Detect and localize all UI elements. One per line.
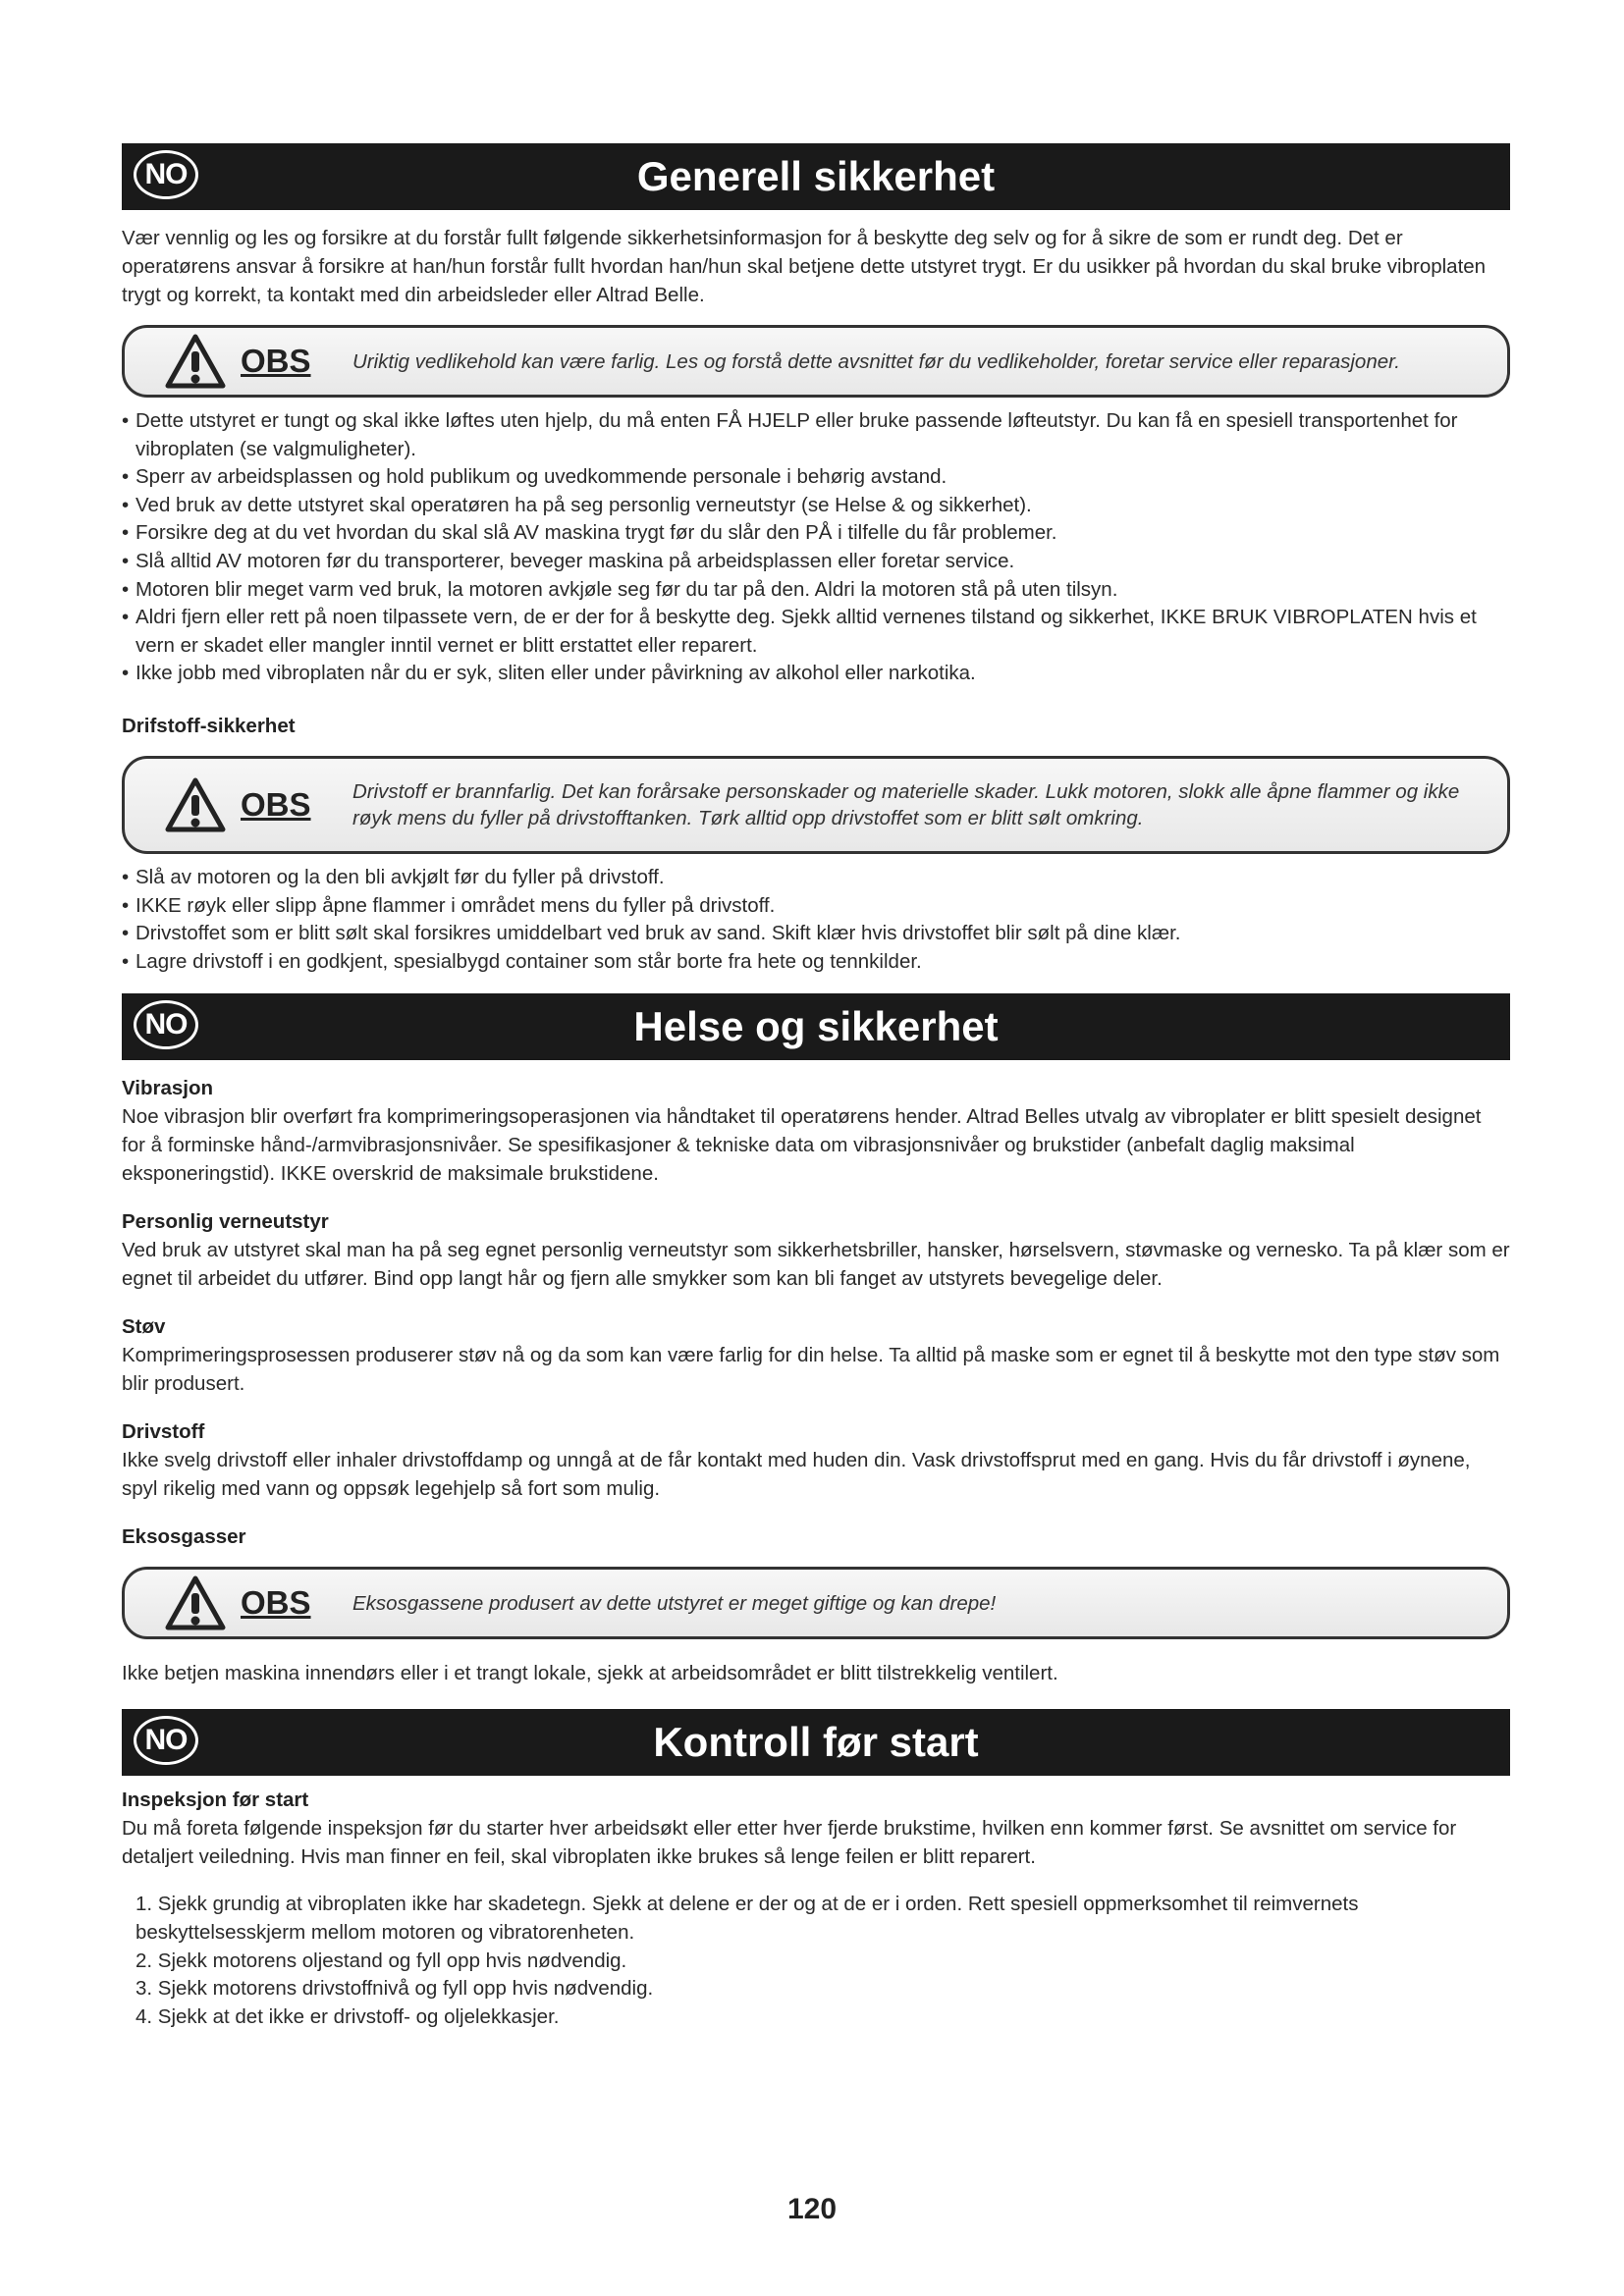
vibration-text: Noe vibrasjon blir overført fra komprimeringsoperasjonen via håndtaket til operatørens hender. Altrad Belles utvalg av vibroplater er blitt spesielt designet for å forminske hånd-/armvibrasjonsnivåer. Se spesifikasjoner & tekniske data om vibrasjonsnivåer og brukstider (anbefalt daglig maksimal eksponeringstid). IKKE overskrid de maksimale brukstidene. [122, 1105, 1482, 1186]
exhaust-heading: Eksosgasser [122, 1525, 246, 1549]
list-item: • Ved bruk av dette utstyret skal operatøren ha på seg personlig verneutstyr (se Helse & og sikkerhet). [122, 492, 1510, 520]
obs-text: Eksosgassene produsert av dette utstyret er meget giftige og kan drepe! [352, 1591, 997, 1615]
obs-label: OBS [241, 785, 311, 823]
inspection-steps [122, 1891, 1510, 2031]
section-title: Kontroll før start [653, 1719, 979, 1766]
obs-warning-box [122, 325, 1510, 398]
page-number: 120 [786, 2193, 838, 2225]
list-item: • Drivstoffet som er blitt sølt skal forsikres umiddelbart ved bruk av sand. Skift klær hvis drivstoffet blir sølt på dine klær. [122, 920, 1510, 948]
fuel-bullet-list [122, 864, 1510, 976]
exhaust-text: Ikke betjen maskina innendørs eller i et trangt lokale, sjekk at arbeidsområdet er blitt tilstrekkelig ventilert. [122, 1662, 1058, 1685]
warning-triangle-icon [164, 1575, 227, 1631]
list-item: • Sperr av arbeidsplassen og hold publikum og uvedkommende personale i behørig avstand. [122, 463, 1510, 492]
ppe-heading: Personlig verneutstyr [122, 1210, 329, 1234]
section-title: Generell sikkerhet [636, 153, 996, 199]
ppe-text: Ved bruk av utstyret skal man ha på seg egnet personlig verneutstyr som sikkerhetsbriller, hansker, hørselsvern, støvmaske og vernesko. Ta på klær som er egnet til arbeidet du utfører. Bind opp langt hår og fjern alle smykker som kan bli fanget av utstyrets bevegelige deler. [122, 1239, 1510, 1291]
section-banner-check [122, 1709, 1510, 1776]
general-intro: Vær vennlig og les og forsikre at du forstår fullt følgende sikkerhetsinformasjon for å beskytte deg selv og for å sikre de som er rundt deg. Det er operatørens ansvar å forsikre at han/hun forstår fullt hvordan han/hun skal betjene dette utstyret trygt. Er du usikker på hvordan du skal bruke vibroplaten trygt og korrekt, ta kontakt med din arbeidsleder eller Altrad Belle. [122, 227, 1487, 306]
obs-text: Drivstoff er brannfarlig. Det kan forårsake personskader og materielle skader. Lukk motoren, slokk alle åpne flammer og ikke røyk mens du fyller på drivstofftanken. Tørk alltid opp drivstoffet som er blitt sølt omkring. [352, 779, 1460, 829]
list-item: • Lagre drivstoff i en godkjent, spesialbygd container som står borte fra hete og tennkilder. [122, 948, 1510, 977]
list-item: 3. Sjekk motorens drivstoffnivå og fyll opp hvis nødvendig. [135, 1977, 654, 2001]
list-item: 1. Sjekk grundig at vibroplaten ikke har skadetegn. Sjekk at delene er der og at de er i orden. Rett spesiell oppmerksomhet til reimvernets beskyttelsesskjerm mellom motoren og vibratorenheten. [135, 1893, 1359, 1944]
general-bullet-list [122, 407, 1510, 688]
list-item: • Slå av motoren og la den bli avkjølt før du fyller på drivstoff. [122, 864, 1510, 892]
fuel-heading: Drivstoff [122, 1420, 205, 1444]
list-item: • Dette utstyret er tungt og skal ikke løftes uten hjelp, du må enten FÅ HJELP eller bruke passende løfteutstyr. Du kan få en spesiell transportenhet for vibroplaten (se valgmuligheter). [122, 407, 1510, 463]
manual-page [122, 143, 1510, 2031]
warning-triangle-icon [164, 333, 227, 390]
obs-text: Uriktig vedlikehold kan være farlig. Les og forstå dette avsnittet før du vedlikeholder, foretar service eller reparasjoner. [352, 349, 1400, 373]
obs-label: OBS [241, 343, 311, 379]
list-item: • Motoren blir meget varm ved bruk, la motoren avkjøle seg før du tar på den. Aldri la motoren stå på uten tilsyn. [122, 576, 1510, 605]
language-badge: NO [134, 1716, 198, 1765]
list-item: 2. Sjekk motorens oljestand og fyll opp hvis nødvendig. [135, 1949, 627, 1972]
section-banner-health [122, 993, 1510, 1060]
obs-warning-box [122, 1567, 1510, 1639]
warning-triangle-icon [164, 776, 227, 833]
list-item: • Aldri fjern eller rett på noen tilpassete vern, de er der for å beskytte deg. Sjekk alltid vernenes tilstand og sikkerhet, IKKE BRUK VIBROPLATEN hvis et vern er skadet eller mangler inntil vernet er blitt erstattet eller reparert. [122, 604, 1510, 660]
vibration-heading: Vibrasjon [122, 1077, 214, 1100]
list-item: • IKKE røyk eller slipp åpne flammer i området mens du fyller på drivstoff. [122, 892, 1510, 921]
language-badge: NO [134, 150, 198, 199]
section-banner-general [122, 143, 1510, 210]
list-item: 4. Sjekk at det ikke er drivstoff- og oljelekkasjer. [135, 2004, 560, 2028]
list-item: • Ikke jobb med vibroplaten når du er syk, sliten eller under påvirkning av alkohol eller narkotika. [122, 660, 1510, 688]
fuel-safety-heading: Drifstoff-sikkerhet [122, 714, 296, 737]
fuel-text: Ikke svelg drivstoff eller inhaler drivstoffdamp og unngå at de får kontakt med huden din. Vask drivstoffsprut med en gang. Hvis du får drivstoff i øynene, spyl rikelig med vann og oppsøk legehjelp så fort som mulig. [122, 1449, 1471, 1501]
dust-heading: Støv [122, 1315, 166, 1339]
list-item: • Forsikre deg at du vet hvordan du skal slå AV maskina trygt før du slår den PÅ i tilfelle du får problemer. [122, 519, 1510, 548]
section-title: Helse og sikkerhet [633, 1003, 999, 1050]
obs-warning-box [122, 756, 1510, 854]
language-badge: NO [134, 1000, 198, 1049]
inspection-heading: Inspeksjon før start [122, 1789, 309, 1812]
dust-text: Komprimeringsprosessen produserer støv nå og da som kan være farlig for din helse. Ta alltid på maske som er egnet til å beskytte mot den type støv som blir produsert. [122, 1344, 1500, 1396]
inspection-intro: Du må foreta følgende inspeksjon før du starter hver arbeidsøkt eller etter hver fjerde brukstime, hvilken enn kommer først. Se avsnittet om service for detaljert veiledning. Hvis man finner en feil, skal vibroplaten ikke brukes så lenge feilen er blitt reparert. [122, 1817, 1457, 1869]
obs-label: OBS [241, 1584, 311, 1622]
list-item: • Slå alltid AV motoren før du transporterer, beveger maskina på arbeidsplassen eller foretar service. [122, 548, 1510, 576]
